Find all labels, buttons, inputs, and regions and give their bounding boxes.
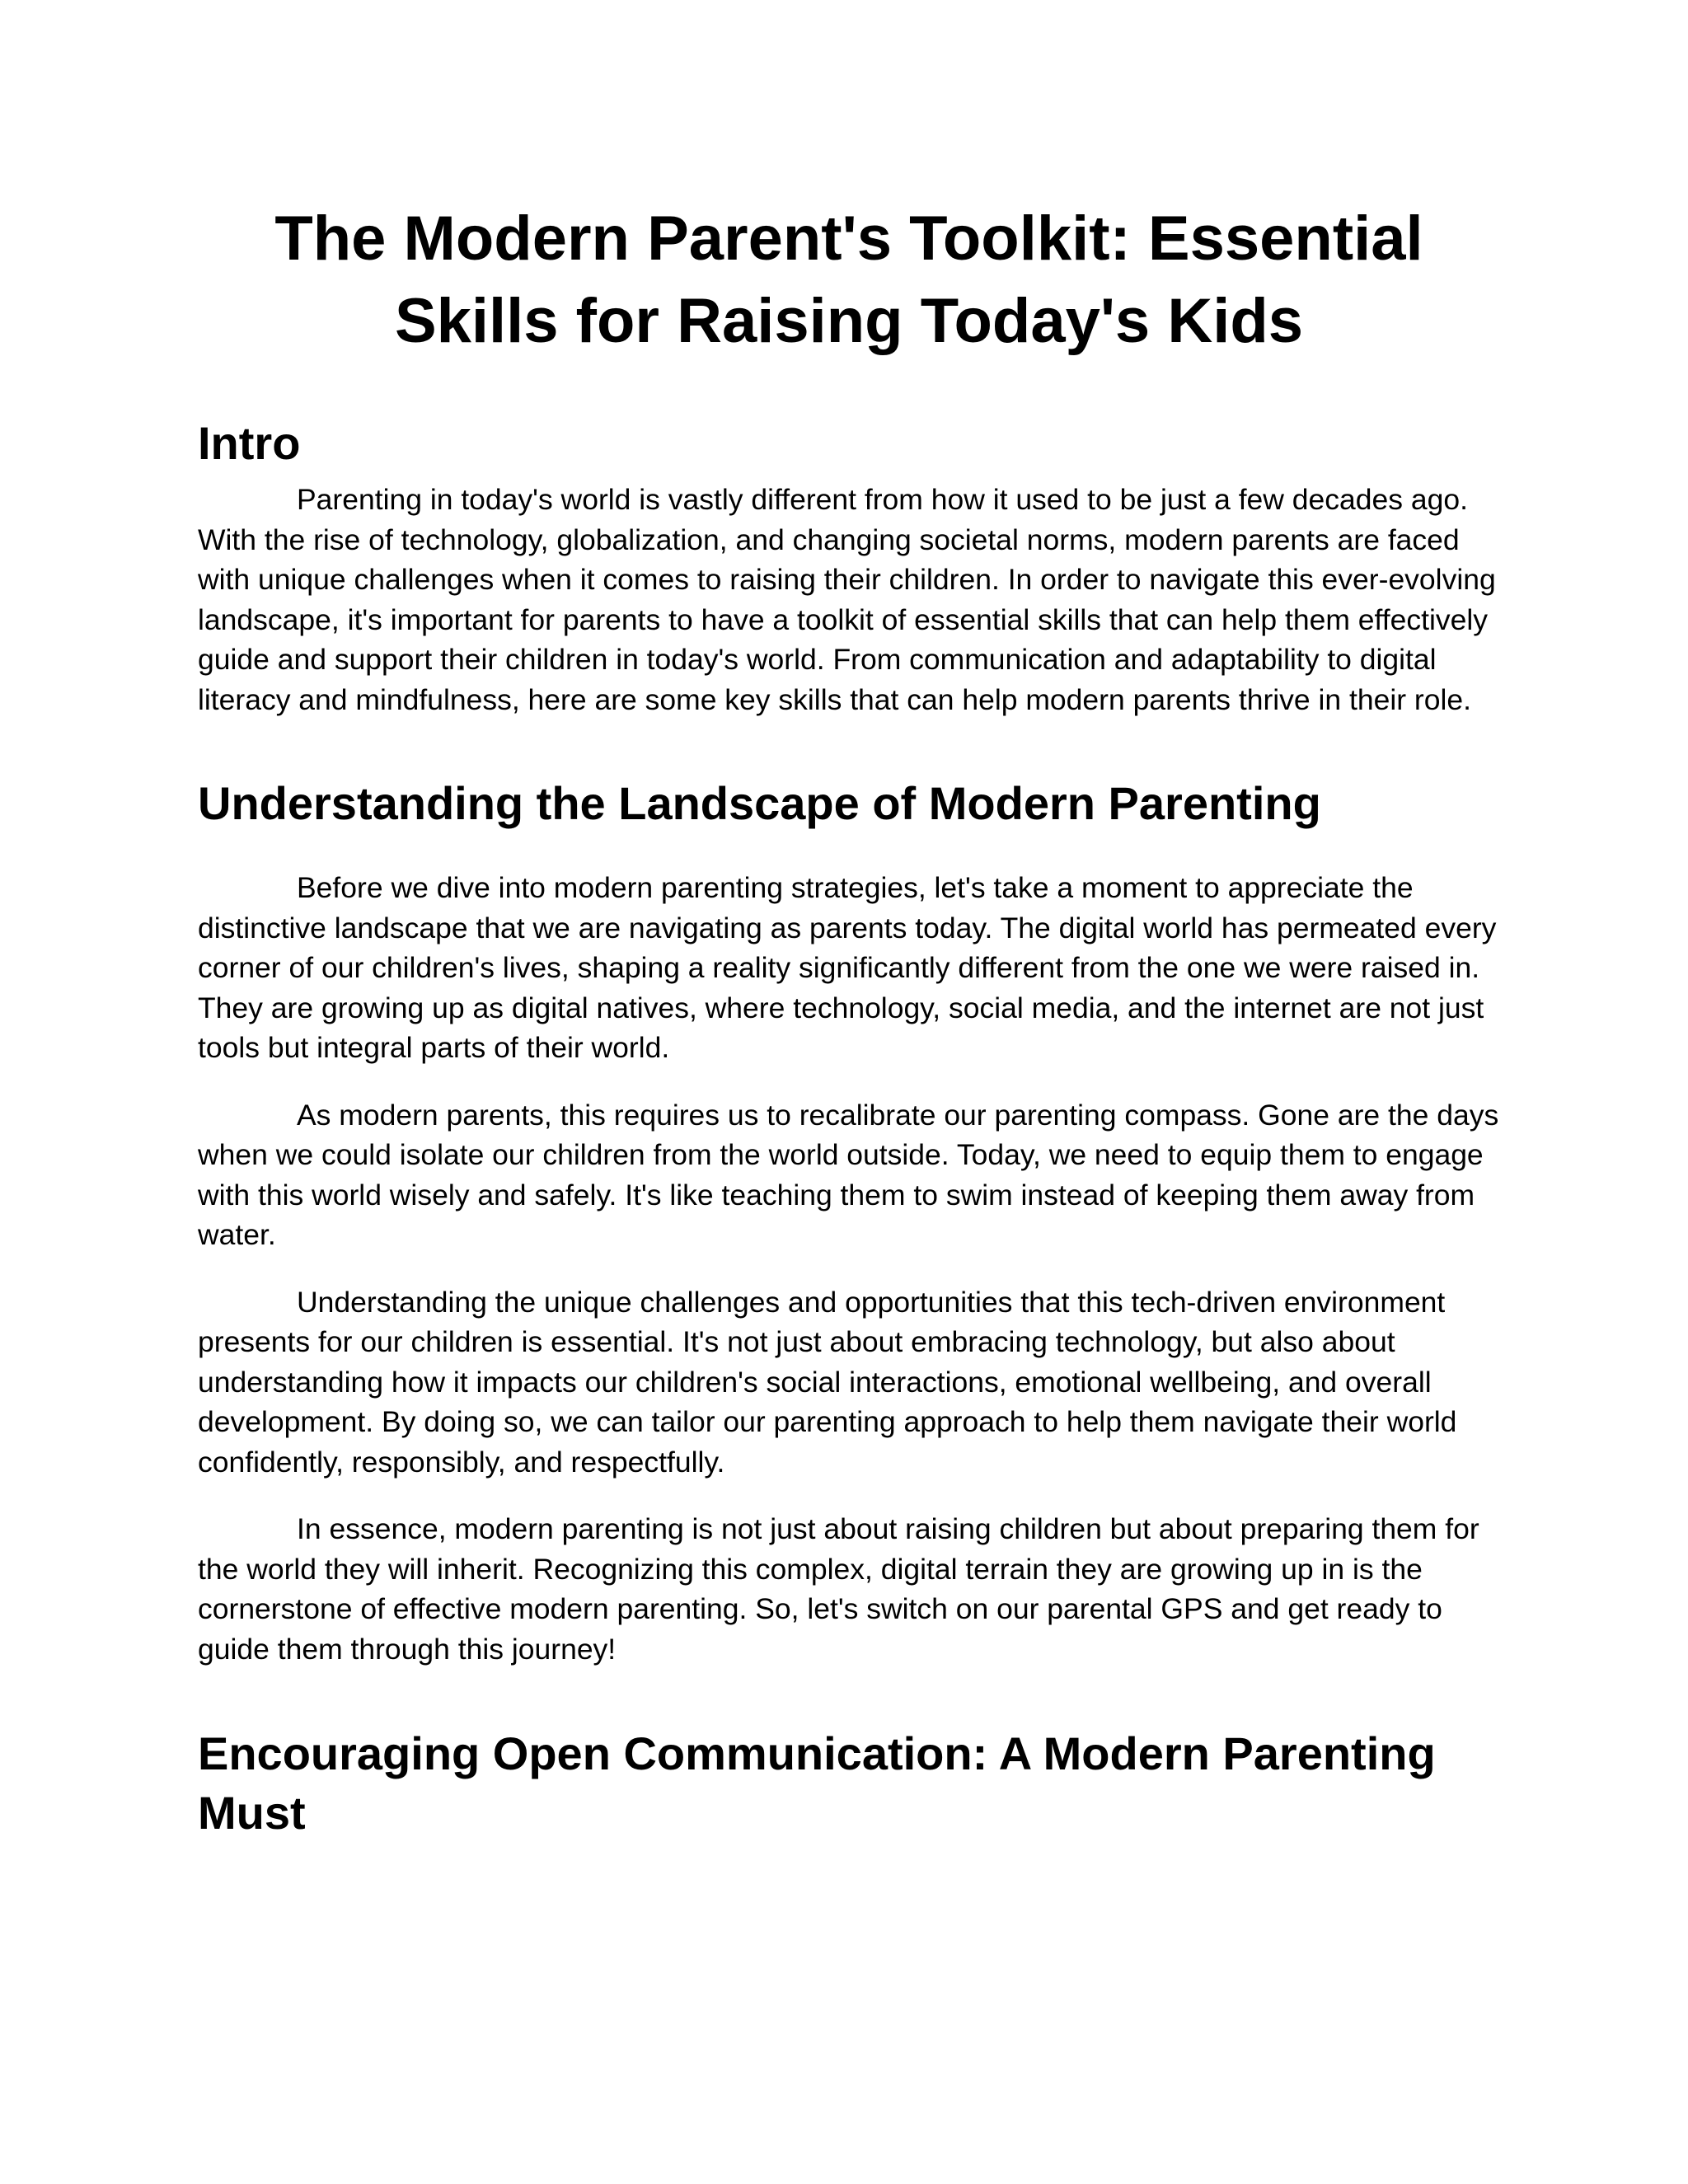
landscape-paragraph-1: Before we dive into modern parenting strategies, let's take a moment to appreciate the distinctive landscape that we are navigating as parents today. The digital world has permeated every corner of our children's lives, shaping a reality significantly different from the one we were raised in. They are growing up as digital natives, where technology, social media, and the internet are not just tools but integral parts of their world. xyxy=(198,871,1497,1064)
section-heading-intro: Intro xyxy=(198,417,301,469)
document-title: The Modern Parent's Toolkit: Essential Skills for Raising Today's Kids xyxy=(274,204,1423,356)
landscape-paragraph-4: In essence, modern parenting is not just about raising children but about preparing them for the world they will inherit. Recognizing this complex, digital terrain they are growing up in is the cornerstone of effective modern parenting. So, let's switch on our parental GPS and get ready to guide them through this journey! xyxy=(198,1512,1479,1666)
document-body xyxy=(198,198,1500,1843)
section-heading-communication: Encouraging Open Communication: A Modern Parenting Must xyxy=(198,1727,1436,1839)
section-heading-landscape: Understanding the Landscape of Modern Parenting xyxy=(198,777,1321,829)
landscape-paragraph-3: Understanding the unique challenges and opportunities that this tech-driven environment presents for our children is essential. It's not just about embracing technology, but also about understanding how it impacts our children's social interactions, emotional wellbeing, and overall development. By doing so, we can tailor our parenting approach to help them navigate their world confidently, responsibly, and respectfully. xyxy=(198,1285,1457,1479)
intro-paragraph: Parenting in today's world is vastly different from how it used to be just a few decades ago. With the rise of technology, globalization, and changing societal norms, modern parents are faced with unique challenges when it comes to raising their children. In order to navigate this ever-evolving landscape, it's important for parents to have a toolkit of essential skills that can help them effectively guide and support their children in today's world. From communication and adaptability to digital literacy and mindfulness, here are some key skills that can help modern parents thrive in their role. xyxy=(198,483,1496,716)
landscape-paragraph-2: As modern parents, this requires us to recalibrate our parenting compass. Gone are the days when we could isolate our children from the world outside. Today, we need to equip them to engage with this world wisely and safely. It's like teaching them to swim instead of keeping them away from water. xyxy=(198,1098,1499,1251)
